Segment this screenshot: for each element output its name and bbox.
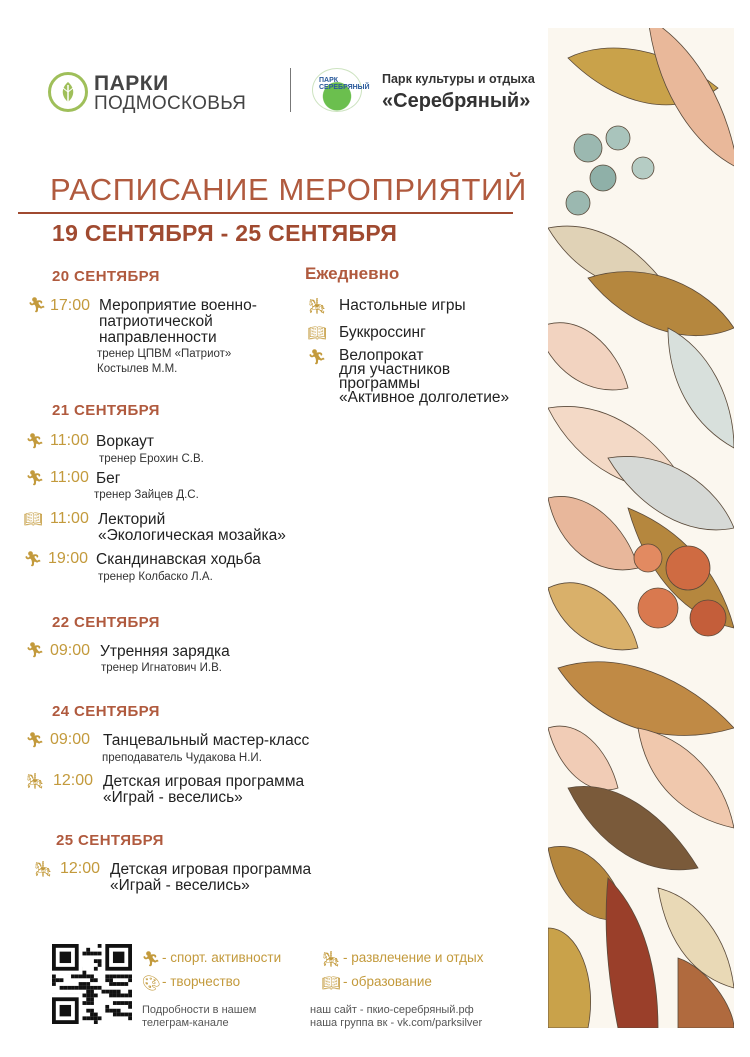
runner-icon: 🏃︎ — [25, 730, 45, 749]
event-title-line: направленности — [99, 329, 217, 346]
title-underline — [18, 212, 513, 214]
vk-link[interactable]: наша группа вк - vk.com/parksilver — [310, 1017, 483, 1029]
event-time: 11:00 — [50, 510, 89, 527]
qr-code[interactable] — [52, 944, 132, 1024]
event-time: 09:00 — [50, 642, 91, 659]
telegram-note — [142, 1004, 256, 1030]
event-title: Воркаут — [96, 433, 154, 450]
event-title-line: «Экологическая мозайка» — [98, 527, 286, 544]
runner-icon: 🏃︎ — [27, 295, 47, 314]
header-divider — [290, 68, 291, 112]
contacts — [310, 1004, 482, 1030]
daily-item — [339, 349, 509, 405]
day-header: 22 СЕНТЯБРЯ — [52, 614, 160, 631]
event-trainer: тренер Зайцев Д.С. — [94, 489, 199, 501]
day-header: 21 СЕНТЯБРЯ — [52, 402, 160, 419]
event-time: 09:00 — [50, 731, 91, 748]
telegram-note-line: телеграм-канале — [142, 1017, 229, 1029]
event-time: 11:00 — [50, 432, 89, 449]
daily-item-line: Велопрокат — [339, 347, 424, 364]
site-link[interactable]: наш сайт - пкио-серебряный.рф — [310, 1004, 474, 1016]
event-title — [110, 862, 311, 894]
parks-logo-icon — [48, 72, 88, 112]
event-trainer: тренер Ерохин С.В. — [99, 453, 204, 465]
runner-icon: 🏃︎ — [25, 640, 45, 659]
event-title-line: «Играй - веселись» — [103, 789, 243, 806]
trainer-line: Костылев М.М. — [97, 363, 178, 375]
event-title — [103, 774, 304, 806]
legend-education: - образование — [343, 974, 432, 989]
legend-sport: - спорт. активности — [162, 950, 282, 965]
event-time: 17:00 — [50, 297, 91, 314]
event-time: 19:00 — [48, 550, 89, 567]
event-title: Скандинавская ходьба — [96, 551, 261, 568]
carousel-icon: 🎠︎ — [33, 859, 53, 878]
silver-park-logo-icon — [312, 68, 370, 112]
event-title — [99, 298, 257, 346]
carousel-icon: 🎠︎ — [25, 771, 45, 790]
daily-item-line: программы — [339, 375, 420, 392]
palette-icon: 🎨︎ — [141, 973, 161, 992]
trainer-line: тренер ЦПВМ «Патриот» — [97, 348, 232, 360]
runner-icon: 🏃︎ — [25, 431, 45, 450]
event-title-line: Мероприятие военно- — [99, 297, 257, 314]
event-time: 12:00 — [60, 860, 101, 877]
day-header: 20 СЕНТЯБРЯ — [52, 268, 160, 285]
event-trainer — [97, 347, 231, 377]
event-time: 12:00 — [53, 772, 94, 789]
daily-header: Ежедневно — [305, 264, 400, 283]
event-trainer: преподаватель Чудакова Н.И. — [102, 752, 262, 764]
book-icon: 📖︎ — [321, 973, 341, 992]
event-trainer: тренер Колбаско Л.А. — [98, 571, 213, 583]
event-trainer: тренер Игнатович И.В. — [101, 662, 222, 674]
date-range: 19 СЕНТЯБРЯ - 25 СЕНТЯБРЯ — [52, 220, 398, 246]
daily-item: Настольные игры — [339, 297, 466, 314]
event-title-line: патриотической — [99, 313, 213, 330]
daily-item-line: «Активное долголетие» — [339, 389, 510, 406]
park-name: «Серебряный» — [382, 90, 531, 112]
day-header: 25 СЕНТЯБРЯ — [56, 832, 164, 849]
silver-logo-text: ПАРК СЕРЕБРЯНЫЙ — [319, 77, 370, 91]
event-time: 11:00 — [50, 469, 89, 486]
floral-decoration — [548, 28, 734, 1028]
book-icon: 📖︎ — [307, 323, 327, 342]
carousel-icon: 🎠︎ — [321, 949, 341, 968]
daily-item-line: для участников — [339, 361, 451, 378]
runner-icon: 🏃︎ — [307, 347, 327, 366]
event-title: Танцевальный мастер-класс — [103, 732, 310, 749]
event-title-line: Лекторий — [98, 511, 166, 528]
page-title: РАСПИСАНИЕ МЕРОПРИЯТИЙ — [50, 172, 527, 207]
event-title — [98, 512, 286, 544]
day-header: 24 СЕНТЯБРЯ — [52, 703, 160, 720]
park-subtitle: Парк культуры и отдыха — [382, 72, 535, 86]
book-icon: 📖︎ — [23, 509, 43, 528]
brand-line2: ПОДМОСКОВЬЯ — [94, 93, 247, 114]
event-title-line: «Играй - веселись» — [110, 877, 250, 894]
legend-fun: - развлечение и отдых — [343, 950, 484, 965]
runner-icon: 🏃︎ — [141, 949, 161, 968]
event-title-line: Детская игровая программа — [110, 861, 312, 878]
runner-icon: 🏃︎ — [23, 549, 43, 568]
event-title: Бег — [96, 470, 121, 487]
event-title-line: Детская игровая программа — [103, 773, 305, 790]
daily-item: Буккроссинг — [339, 324, 426, 341]
carousel-icon: 🎠︎ — [307, 296, 327, 315]
brand-line1: ПАРКИ — [94, 72, 169, 95]
telegram-note-line: Подробности в нашем — [142, 1004, 257, 1016]
runner-icon: 🏃︎ — [25, 468, 45, 487]
event-title: Утренняя зарядка — [100, 643, 230, 660]
legend-creative: - творчество — [162, 974, 241, 989]
